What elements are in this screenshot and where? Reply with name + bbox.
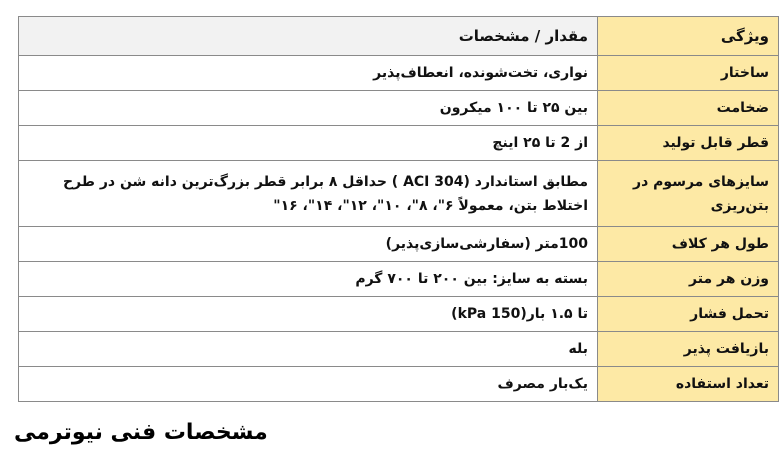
feature-cell: ساختار xyxy=(598,56,779,91)
feature-cell: تعداد استفاده xyxy=(598,367,779,402)
table-row xyxy=(19,227,779,262)
table-row xyxy=(19,161,779,227)
value-cell: یک‌بار مصرف xyxy=(19,367,598,402)
value-cell: مطابق استاندارد (ACI 304 ) حداقل ۸ برابر قطر بزرگ‌ترین دانه شن در طرح اختلاط بتن، معمولاً ۶"، ۸"، ۱۰"، ۱۲"، ۱۴"، ۱۶" xyxy=(19,161,598,227)
header-value: مقدار / مشخصات xyxy=(19,17,598,56)
spec-table xyxy=(18,16,779,402)
value-cell: بین ۲۵ تا ۱۰۰ میکرون xyxy=(19,91,598,126)
feature-cell: سایزهای مرسوم در بتن‌ریزی xyxy=(598,161,779,227)
value-cell: بله xyxy=(19,332,598,367)
feature-cell: تحمل فشار xyxy=(598,297,779,332)
table-row xyxy=(19,367,779,402)
feature-cell: طول هر کلاف xyxy=(598,227,779,262)
value-cell: 100متر (سفارشی‌سازی‌پذیر) xyxy=(19,227,598,262)
header-feature: ویژگی xyxy=(598,17,779,56)
feature-cell: ضخامت xyxy=(598,91,779,126)
feature-cell: بازیافت پذیر xyxy=(598,332,779,367)
value-cell: از 2 تا ۲۵ اینچ xyxy=(19,126,598,161)
table-row xyxy=(19,332,779,367)
value-cell: بسته به سایز: بین ۲۰۰ تا ۷۰۰ گرم xyxy=(19,262,598,297)
table-row xyxy=(19,91,779,126)
feature-cell: قطر قابل تولید xyxy=(598,126,779,161)
table-header-row xyxy=(19,17,779,56)
table-row xyxy=(19,126,779,161)
table-row xyxy=(19,262,779,297)
value-cell: نواری، تخت‌شونده، انعطاف‌پذیر xyxy=(19,56,598,91)
value-cell: تا ۱.۵ بار(150 kPa) xyxy=(19,297,598,332)
table-row xyxy=(19,56,779,91)
page-caption: مشخصات فنی نیوترمی xyxy=(14,420,268,445)
feature-cell: وزن هر متر xyxy=(598,262,779,297)
table-row xyxy=(19,297,779,332)
